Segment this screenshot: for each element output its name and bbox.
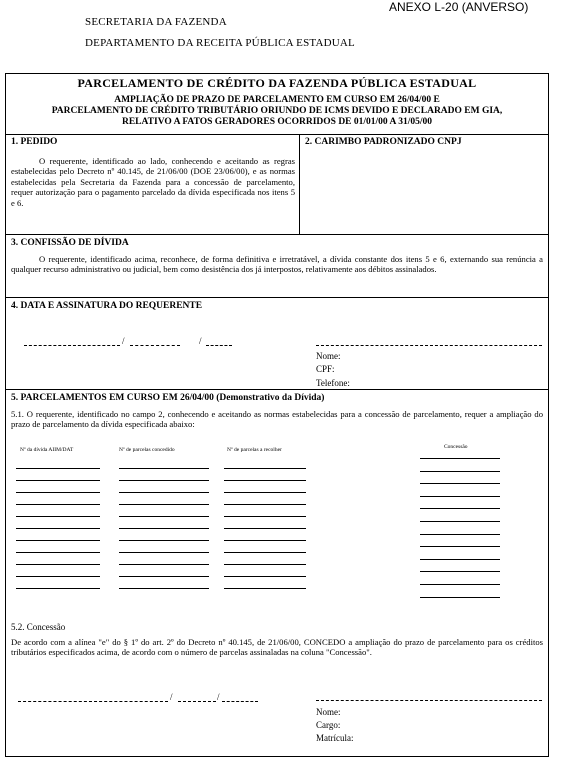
table-entry-line[interactable] — [119, 552, 209, 553]
section-5-2-text: De acordo com a alínea "e" do § 1º do art. 2º do Decreto nº 40.145, de 21/06/00, CONCEDO a ampliação do prazo de parcelamento para os créditos tributários especificados acima, de acordo com o número de parcelas assinaladas na coluna "Concessão". — [11, 637, 543, 658]
table-entry-line[interactable] — [16, 480, 100, 481]
table-entry-line[interactable] — [420, 471, 500, 472]
table-entry-line[interactable] — [224, 528, 306, 529]
table-entry-line[interactable] — [420, 521, 500, 522]
table-entry-line[interactable] — [224, 468, 306, 469]
column-header: Nº da dívida AIIM/DAT — [20, 447, 74, 453]
table-entry-line[interactable] — [224, 540, 306, 541]
divider — [5, 134, 549, 135]
section-parcelamentos-heading: 5. PARCELAMENTOS EM CURSO EM 26/04/00 (Demonstrativo da Dívida) — [11, 393, 325, 403]
table-entry-line[interactable] — [16, 588, 100, 589]
table-entry-line[interactable] — [16, 564, 100, 565]
form-subtitle-1: AMPLIAÇÃO DE PRAZO DE PARCELAMENTO EM CURSO EM 26/04/00 E — [114, 95, 440, 105]
cpf-label: CPF: — [316, 364, 335, 374]
divider — [299, 134, 300, 234]
signature-line[interactable] — [316, 345, 542, 346]
table-entry-line[interactable] — [224, 588, 306, 589]
telefone-label: Telefone: — [316, 378, 350, 388]
annex-label: ANEXO L-20 (ANVERSO) — [389, 0, 529, 14]
cargo-label: Cargo: — [316, 720, 341, 730]
table-entry-line[interactable] — [119, 504, 209, 505]
table-entry-line[interactable] — [119, 528, 209, 529]
table-entry-line[interactable] — [119, 480, 209, 481]
table-entry-line[interactable] — [119, 564, 209, 565]
section-confissao-heading: 3. CONFISSÃO DE DÍVIDA — [11, 238, 129, 248]
column-header: Nº de parcelas a recolher — [227, 447, 282, 453]
table-entry-line[interactable] — [119, 588, 209, 589]
table-entry-line[interactable] — [224, 480, 306, 481]
section-5-2-heading: 5.2. Concessão — [11, 622, 66, 632]
form-title: PARCELAMENTO DE CRÉDITO DA FAZENDA PÚBLICA ESTADUAL — [77, 76, 477, 90]
date-field[interactable] — [178, 701, 216, 702]
table-entry-line[interactable] — [16, 468, 100, 469]
table-entry-line[interactable] — [16, 528, 100, 529]
date-separator: / — [170, 692, 173, 702]
table-entry-line[interactable] — [119, 540, 209, 541]
table-entry-line[interactable] — [224, 492, 306, 493]
table-entry-line[interactable] — [16, 540, 100, 541]
date-separator: / — [122, 336, 125, 346]
table-entry-line[interactable] — [420, 546, 500, 547]
table-entry-line[interactable] — [16, 504, 100, 505]
section-5-1-text: 5.1. O requerente, identificado no campo 2, conhecendo e aceitando as normas estabelecidas para a concessão de parcelamento, requer a ampliação do prazo de parcelamento da dívida especificada abaixo: — [11, 409, 543, 430]
section-assinatura-heading: 4. DATA E ASSINATURA DO REQUERENTE — [11, 301, 203, 311]
section-pedido-text: O requerente, identificado ao lado, conhecendo e aceitando as regras estabelecidas pelo Decreto nº 40.145, de 21/06/00 (DOE 23/06/00), e as normas estabelecidas pela Secretaria da Fazenda para a concessão de parcelamento, requer autorização para o pagamento parcelado da dívida especificada nos itens 5 e 6. — [11, 156, 295, 208]
matricula-label: Matrícula: — [316, 733, 354, 743]
table-entry-line[interactable] — [224, 576, 306, 577]
section-confissao-text: O requerente, identificado acima, reconhece, de forma definitiva e irretratável, a dívida constante dos itens 5 e 6, externando sua renúncia a qualquer recurso administrativo ou judicial, bem como desistência dos já interpostos, relativamente aos débitos assinalados. — [11, 254, 543, 275]
table-entry-line[interactable] — [420, 571, 500, 572]
signature-line[interactable] — [316, 700, 542, 701]
date-field[interactable] — [24, 345, 120, 346]
date-field[interactable] — [130, 345, 180, 346]
table-entry-line[interactable] — [420, 597, 500, 598]
table-entry-line[interactable] — [420, 584, 500, 585]
table-entry-line[interactable] — [16, 576, 100, 577]
divider — [5, 297, 549, 298]
section-pedido-heading: 1. PEDIDO — [11, 137, 58, 147]
table-entry-line[interactable] — [224, 552, 306, 553]
date-separator: / — [199, 336, 202, 346]
form-subtitle-3: RELATIVO A FATOS GERADORES OCORRIDOS DE 01/01/00 A 31/05/00 — [121, 117, 433, 127]
date-field[interactable] — [206, 345, 232, 346]
table-entry-line[interactable] — [224, 504, 306, 505]
table-entry-line[interactable] — [420, 508, 500, 509]
table-entry-line[interactable] — [420, 559, 500, 560]
form-subtitle-2: PARCELAMENTO DE CRÉDITO TRIBUTÁRIO ORIUNDO DE ICMS DEVIDO E DECLARADO EM GIA, — [51, 106, 503, 116]
table-entry-line[interactable] — [224, 516, 306, 517]
divider — [5, 234, 549, 235]
table-entry-line[interactable] — [119, 576, 209, 577]
date-field[interactable] — [18, 701, 168, 702]
section-carimbo-heading: 2. CARIMBO PADRONIZADO CNPJ — [305, 137, 462, 147]
secretaria-label: SECRETARIA DA FAZENDA — [85, 16, 227, 28]
table-entry-line[interactable] — [119, 516, 209, 517]
table-entry-line[interactable] — [224, 564, 306, 565]
table-entry-line[interactable] — [119, 492, 209, 493]
table-entry-line[interactable] — [119, 468, 209, 469]
table-entry-line[interactable] — [420, 534, 500, 535]
table-entry-line[interactable] — [16, 516, 100, 517]
table-entry-line[interactable] — [420, 496, 500, 497]
table-entry-line[interactable] — [420, 458, 500, 459]
nome-label: Nome: — [316, 707, 341, 717]
departamento-label: DEPARTAMENTO DA RECEITA PÚBLICA ESTADUAL — [85, 37, 355, 49]
nome-label: Nome: — [316, 351, 341, 361]
column-header: Nº de parcelas concedido — [119, 447, 175, 453]
date-field[interactable] — [222, 701, 258, 702]
table-entry-line[interactable] — [16, 552, 100, 553]
divider — [5, 389, 549, 390]
column-header: Concessão — [444, 444, 468, 450]
table-entry-line[interactable] — [16, 492, 100, 493]
table-entry-line[interactable] — [420, 483, 500, 484]
date-separator: / — [217, 692, 220, 702]
